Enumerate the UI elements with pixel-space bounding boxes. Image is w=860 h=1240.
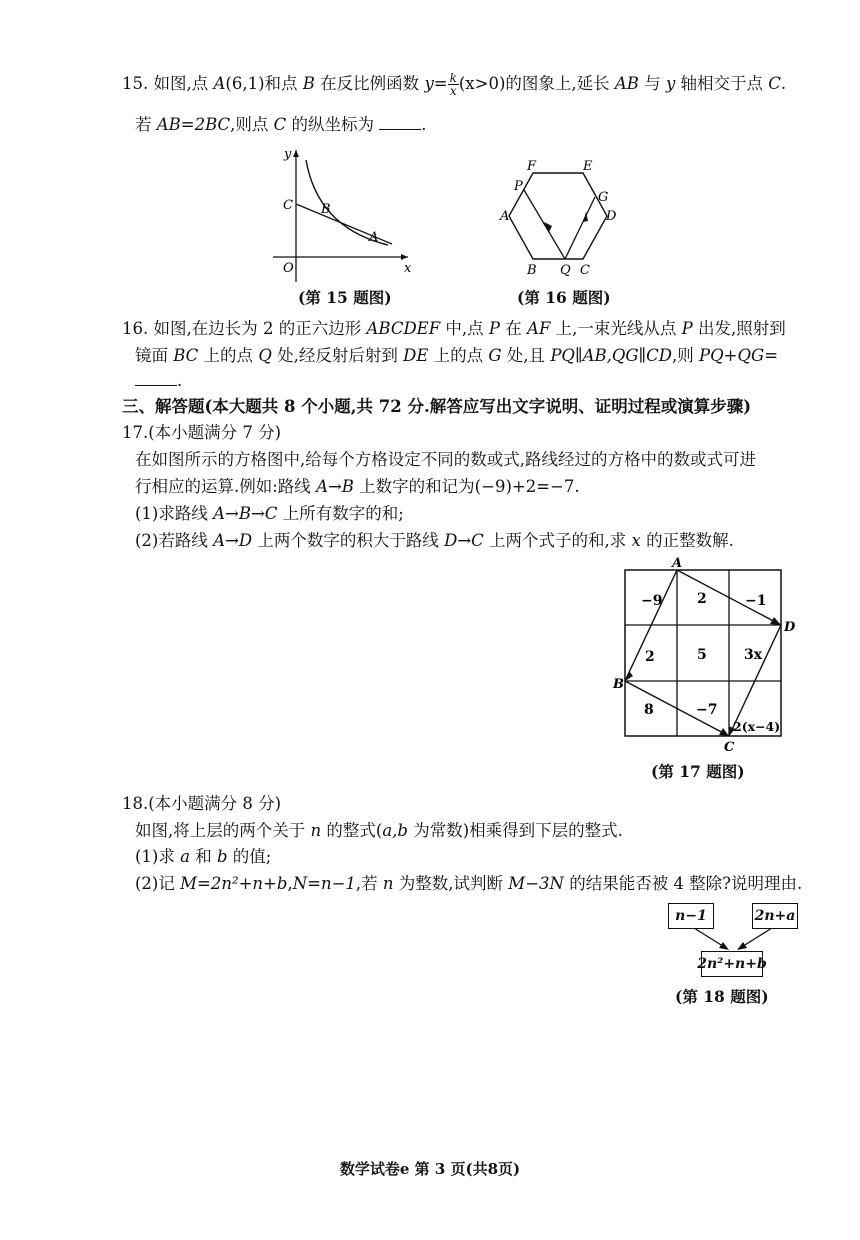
q15-line1: 15. 如图,点 A(6,1)和点 B 在反比例函数 y= $\frac{k}{x}$ (x>0)的图象上,延长 AB 与 y 轴相交于点 C.	[122, 71, 787, 98]
arrow-right-head	[737, 942, 747, 950]
cell-r3c2: −7	[696, 702, 718, 718]
label-x: x	[404, 261, 412, 276]
q16-line1: 16. 如图,在边长为 2 的正六边形 ABCDEF 中,点 P 在 AF 上,一束光线从点 P 出发,照射到	[122, 319, 786, 338]
label-B: B	[321, 202, 331, 217]
label-hex-A: A	[500, 209, 510, 224]
label-C: C	[283, 198, 293, 213]
cell-r3c3: 2(x−4)	[733, 719, 781, 734]
label-y: y	[284, 147, 292, 162]
fig18-caption: (第 18 题图)	[675, 987, 769, 1006]
label-B: B	[613, 677, 624, 692]
arrow-left-head	[719, 942, 729, 950]
box-n-minus-1: n−1	[668, 903, 714, 929]
q16-line3: .	[135, 370, 182, 392]
label-Q: Q	[560, 263, 571, 278]
q17-line2: 行相应的运算.例如:路线 A→B 上数字的和记为(−9)+2=−7.	[135, 477, 580, 496]
cell-r2c2: 5	[697, 647, 707, 663]
cell-r3c1: 8	[644, 702, 654, 718]
cell-r2c1: 2	[645, 649, 655, 665]
q16-line2: 镜面 BC 上的点 Q 处,经反射后射到 DE 上的点 G 处,且 PQ∥AB,QG∥CD,则 PQ+QG=	[135, 346, 779, 365]
q15-line2: 若 AB=2BC,则点 C 的纵坐标为 .	[135, 115, 427, 134]
label-C: C	[724, 740, 735, 755]
label-A: A	[369, 230, 379, 245]
q17-head: 17.(本小题满分 7 分)	[122, 423, 282, 442]
cell-r1c3: −1	[745, 593, 767, 609]
q18-head: 18.(本小题满分 8 分)	[122, 794, 282, 813]
cell-r1c1: −9	[641, 593, 663, 609]
label-G: G	[598, 190, 609, 205]
box-2n-plus-a: 2n+a	[752, 903, 798, 929]
section-3-title: 三、解答题(本大题共 8 个小题,共 72 分.解答应写出文字说明、证明过程或演算步骤)	[122, 397, 752, 416]
label-E: E	[583, 159, 593, 174]
page-footer: 数学试卷e 第 3 页(共8页)	[339, 1160, 521, 1178]
q18-part2: (2)记 M=2n²+n+b,N=n−1,若 n 为整数,试判断 M−3N 的结果能否被 4 整除?说明理由.	[135, 874, 803, 893]
label-hex-B: B	[527, 263, 537, 278]
fig15-caption: (第 15 题图)	[298, 288, 392, 307]
label-hex-C: C	[580, 263, 590, 278]
label-D: D	[606, 209, 617, 224]
label-A: A	[672, 556, 683, 571]
label-D: D	[784, 620, 796, 635]
q18-part1: (1)求 a 和 b 的值;	[135, 847, 272, 866]
cell-r2c3: 3x	[744, 647, 763, 663]
q17-line1: 在如图所示的方格图中,给每个方格设定不同的数或式,路线经过的方格中的数或式可进	[135, 450, 756, 469]
q17-part1: (1)求路线 A→B→C 上所有数字的和;	[135, 504, 404, 523]
label-O: O	[283, 261, 294, 276]
q18-line1: 如图,将上层的两个关于 n 的整式(a,b 为常数)相乘得到下层的整式.	[135, 821, 623, 840]
label-F: F	[527, 159, 537, 174]
label-P: P	[514, 179, 523, 194]
fraction-k-over-x: $\frac{k}{x}$	[449, 71, 457, 98]
cell-r1c2: 2	[697, 591, 707, 607]
fig16-caption: (第 16 题图)	[517, 288, 611, 307]
box-product: 2n²+n+b	[701, 951, 763, 977]
fig17-caption: (第 17 题图)	[651, 762, 745, 781]
q17-part2: (2)若路线 A→D 上两个数字的积大于路线 D→C 上两个式子的和,求 x 的正整数解.	[135, 531, 734, 550]
